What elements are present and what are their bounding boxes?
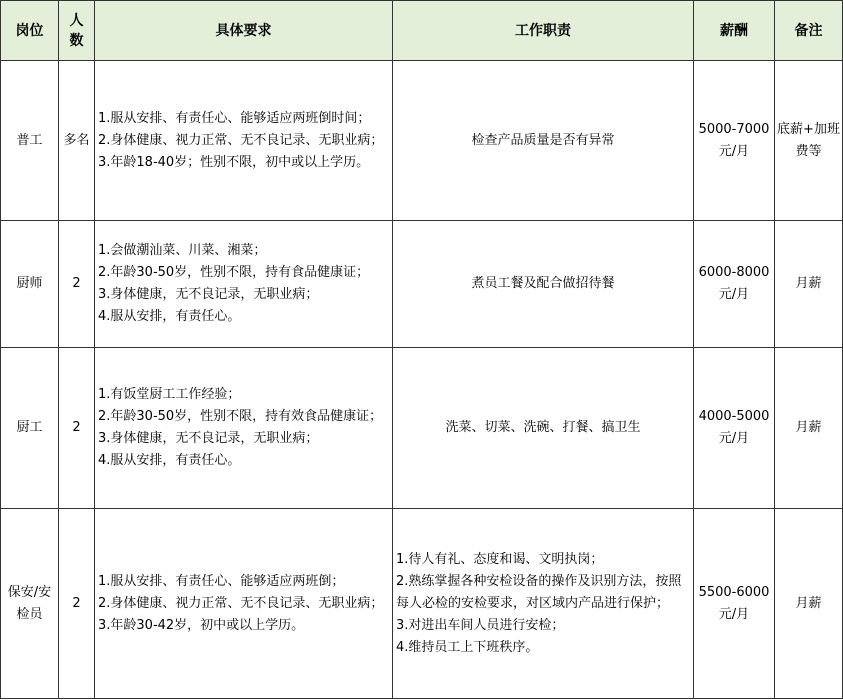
remarks-cell: 月薪 xyxy=(775,348,843,509)
requirement-line: 2.年龄30-50岁，性别不限，持有食品健康证； xyxy=(98,265,370,280)
duty-line: 4.维持员工上下班秩序。 xyxy=(396,639,539,655)
count-cell: 2 xyxy=(59,348,95,509)
table-row xyxy=(1,509,843,699)
header-requirements: 具体要求 xyxy=(95,1,393,61)
duty-line: 检查产品质量是否有异常 xyxy=(471,132,615,148)
duty-line: 3.对进出车间人员进行安检； xyxy=(396,617,565,633)
duty-line: 1.待人有礼、态度和谒、文明执岗； xyxy=(396,551,604,567)
requirement-line: 3.身体健康，无不良记录，无职业病； xyxy=(98,431,319,446)
requirement-line: 4.服从安排，有责任心。 xyxy=(98,309,241,324)
requirements-cell xyxy=(95,509,393,699)
table-row xyxy=(1,348,843,509)
header-position: 岗位 xyxy=(1,1,59,61)
header-count-text: 人数 xyxy=(69,12,84,49)
duties-cell xyxy=(393,221,694,348)
requirement-line: 4.服从安排，有责任心。 xyxy=(98,453,241,468)
header-row xyxy=(1,1,843,61)
duties-cell xyxy=(393,61,694,221)
count-cell: 2 xyxy=(59,221,95,348)
requirement-line: 3.年龄18-40岁；性别不限，初中或以上学历。 xyxy=(98,154,370,170)
duty-line: 煮员工餐及配合做招待餐 xyxy=(471,276,615,291)
table-row xyxy=(1,61,843,221)
salary-cell: 4000-5000元/月 xyxy=(694,348,775,509)
requirement-line: 1.会做潮汕菜、川菜、湘菜； xyxy=(98,243,267,258)
duty-line: 洗菜、切菜、洗碗、打餐、搞卫生 xyxy=(445,420,641,435)
header-duties: 工作职责 xyxy=(393,1,694,61)
requirement-line: 1.服从安排、有责任心、能够适应两班倒时间； xyxy=(98,110,371,126)
requirements-cell xyxy=(95,221,393,348)
requirement-line: 2.身体健康、视力正常、无不良记录、无职业病； xyxy=(98,595,384,611)
salary-cell: 5500-6000元/月 xyxy=(694,509,775,699)
requirements-cell xyxy=(95,348,393,509)
remarks-cell: 月薪 xyxy=(775,509,843,699)
position-cell: 厨工 xyxy=(1,348,59,509)
duties-cell xyxy=(393,348,694,509)
remarks-cell: 月薪 xyxy=(775,221,843,348)
header-salary: 薪酬 xyxy=(694,1,775,61)
requirement-line: 1.有饭堂厨工工作经验； xyxy=(98,387,241,402)
header-remarks: 备注 xyxy=(775,1,843,61)
position-cell: 普工 xyxy=(1,61,59,221)
header-count xyxy=(59,1,95,61)
requirement-line: 3.身体健康，无不良记录，无职业病； xyxy=(98,287,319,302)
count-cell: 多名 xyxy=(59,61,95,221)
table-row xyxy=(1,221,843,348)
position-cell: 保安/安检员 xyxy=(1,509,59,699)
duties-cell xyxy=(393,509,694,699)
salary-cell: 6000-8000元/月 xyxy=(694,221,775,348)
count-cell: 2 xyxy=(59,509,95,699)
requirements-cell xyxy=(95,61,393,221)
requirement-line: 2.年龄30-50岁，性别不限，持有效食品健康证； xyxy=(98,409,383,424)
position-cell: 厨师 xyxy=(1,221,59,348)
remarks-cell: 底薪+加班费等 xyxy=(775,61,843,221)
salary-cell: 5000-7000元/月 xyxy=(694,61,775,221)
duty-line: 2.熟练掌握各种安检设备的操作及识别方法，按照每人必检的安检要求，对区域内产品进行保护； xyxy=(396,573,682,611)
requirement-line: 3.年龄30-42岁，初中或以上学历。 xyxy=(98,617,305,633)
requirement-line: 1.服从安排、有责任心、能够适应两班倒； xyxy=(98,573,345,589)
requirement-line: 2.身体健康、视力正常、无不良记录、无职业病； xyxy=(98,132,384,148)
